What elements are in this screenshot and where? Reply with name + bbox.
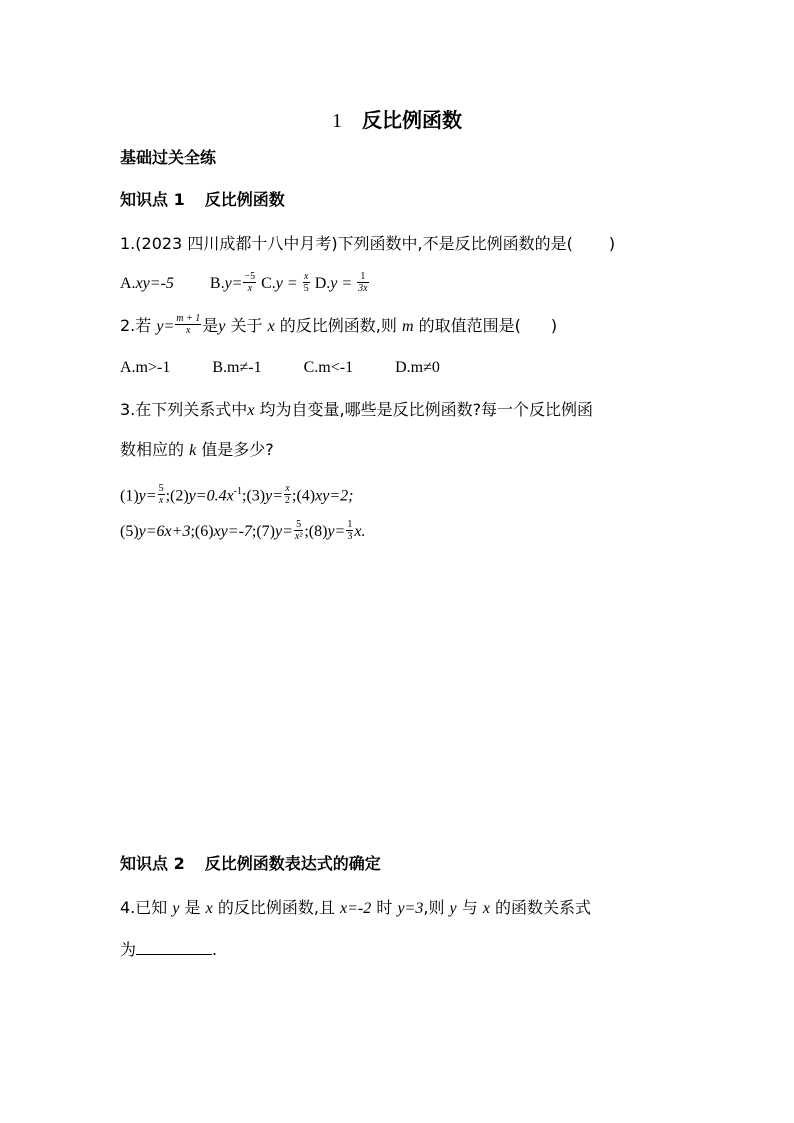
page-title xyxy=(0,104,794,133)
question-2-options xyxy=(120,356,440,380)
q3-item1-fraction: $\frac{5}{x}$ xyxy=(158,483,164,507)
title-text: 反比例函数 xyxy=(362,108,462,132)
question-1-stem xyxy=(120,232,615,256)
q2-fraction: $\frac{m + 1}{x}$ xyxy=(176,313,201,336)
knowledge-point-1 xyxy=(120,188,285,212)
section-heading: 基础过关全练 xyxy=(120,148,217,167)
title-number: 1 xyxy=(332,110,342,132)
question-3-items-row2: (5)y=6x+3;(6)xy=-7;(7)y= $\frac{5}{\text{x²}}$ ;(8)y= $\frac{1}{3}$ x. xyxy=(120,518,366,542)
question-2-stem: 2.若 y= $\frac{m + 1}{x}$ 是y 关于 x 的反比例函数,则 m 的取值范围是( ) xyxy=(120,313,558,336)
q1-paren-close: ) xyxy=(608,234,616,253)
q1-option-c: C.y = $\frac{x}{5}$ xyxy=(261,270,309,294)
q1-d-fraction: $\frac{1}{3x}$ xyxy=(358,270,368,294)
question-1-options xyxy=(120,272,370,296)
q1-b-fraction: $\frac{-5}{x}$ xyxy=(244,270,256,294)
q3-item8-fraction: $\frac{1}{3}$ xyxy=(347,518,353,542)
q3-item7-fraction: $\frac{5}{\text{x²}}$ xyxy=(294,518,303,542)
kp1-name: 反比例函数 xyxy=(204,190,285,209)
knowledge-point-2 xyxy=(120,852,381,876)
kp1-label: 知识点 1 xyxy=(120,190,185,209)
q1-stem-text: 1.(2023 四川成都十八中月考)下列函数中,不是反比例函数的是( xyxy=(120,234,573,253)
answer-blank[interactable] xyxy=(136,938,212,955)
q2-option-b: B.m≠-1 xyxy=(212,359,262,376)
question-3-items-row1: (1)y= $\frac{5}{x}$ $;(2)y=0.4x^{-1};(3)y=$ $\frac{x}{2}$ ;(4)xy=2; xyxy=(120,483,354,507)
q3-item3-fraction: $\frac{x}{2}$ xyxy=(285,483,291,507)
kp2-label: 知识点 2 xyxy=(120,854,185,873)
q2-option-d: D.m≠0 xyxy=(395,359,440,376)
q1-option-b: B.y= $\frac{-5}{x}$ xyxy=(209,270,256,294)
q2-option-c: C.m<-1 xyxy=(303,359,354,376)
question-4-stem-line1: 4.已知 y 是 x 的反比例函数,且 x=-2 时 y=3,则 y 与 x 的函数关系式 xyxy=(120,898,592,917)
q2-option-a: A.m>-1 xyxy=(120,359,171,376)
q1-c-fraction: $\frac{x}{5}$ xyxy=(303,270,309,294)
q1-option-d: D.y = $\frac{1}{3x}$ xyxy=(314,270,368,294)
q1-option-a: A.xy=-5 xyxy=(120,275,174,292)
question-4-stem-line2: 为 . xyxy=(120,940,218,959)
kp2-name: 反比例函数表达式的确定 xyxy=(204,854,381,873)
question-3-stem-line2: 数相应的 k 值是多少? xyxy=(120,440,274,459)
question-3-stem-line1: 3.在下列关系式中x 均为自变量,哪些是反比例函数?每一个反比例函 xyxy=(120,400,594,419)
